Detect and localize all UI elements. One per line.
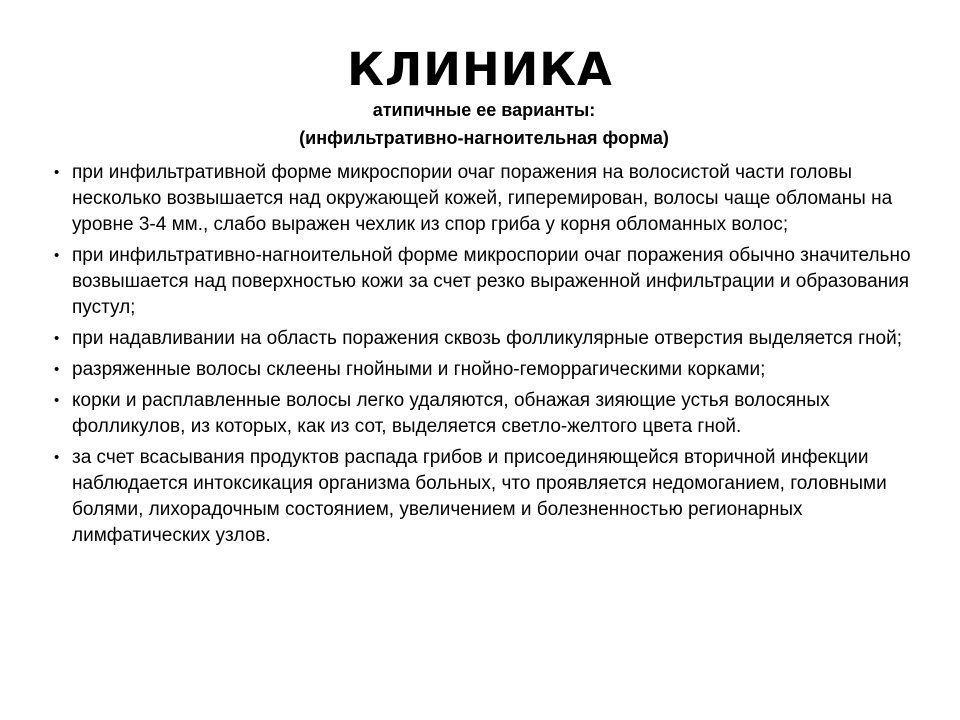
bullet-text: при инфильтративно-нагноительной форме микроспории очаг поражения обычно значительно возвышается над поверхностью кожи за счет резко выраженной инфильтрации и образования пустул; xyxy=(72,245,911,318)
bullet-text: при надавливании на область поражения сквозь фолликулярные отверстия выделяется гной; xyxy=(72,328,902,349)
bullet-item xyxy=(52,445,932,549)
bullet-dot-icon: • xyxy=(54,449,60,466)
bullet-dot-icon: • xyxy=(54,164,60,181)
bullet-item xyxy=(52,388,932,440)
bullet-dot-icon: • xyxy=(54,392,60,409)
bullet-text: за счет всасывания продуктов распада грибов и присоединяющейся вторичной инфекции наблюдается интоксикация организма больных, что проявляется недомоганием, головными болями, лихорадочным состоянием, увеличением и болезненностью регионарных лимфатических узлов. xyxy=(72,447,887,546)
bullet-dot-icon: • xyxy=(54,247,60,264)
bullet-item xyxy=(52,326,932,352)
slide-title: КЛИНИКА xyxy=(347,43,613,96)
bullet-text: разряженные волосы склеены гнойными и гнойно-геморрагическими корками; xyxy=(72,359,766,380)
bullet-dot-icon: • xyxy=(54,361,60,378)
slide-subtitle-variants: атипичные ее варианты: xyxy=(372,100,596,120)
bullet-list xyxy=(52,160,932,554)
bullet-item xyxy=(52,160,932,238)
bullet-dot-icon: • xyxy=(54,330,60,347)
slide-subtitle-form: (инфильтративно-нагноительная форма) xyxy=(299,128,669,148)
bullet-item xyxy=(52,357,932,383)
bullet-text: корки и расплавленные волосы легко удаляются, обнажая зияющие устья волосяных фолликулов, из которых, как из сот, выделяется светло-желтого цвета гной. xyxy=(72,390,830,437)
bullet-item xyxy=(52,243,932,321)
bullet-text: при инфильтративной форме микроспории очаг поражения на волосистой части головы несколько возвышается над окружающей кожей, гиперемирован, волосы чаще обломаны на уровне 3-4 мм., слабо выражен чехлик из спор гриба у корня обломанных волос; xyxy=(72,162,893,235)
